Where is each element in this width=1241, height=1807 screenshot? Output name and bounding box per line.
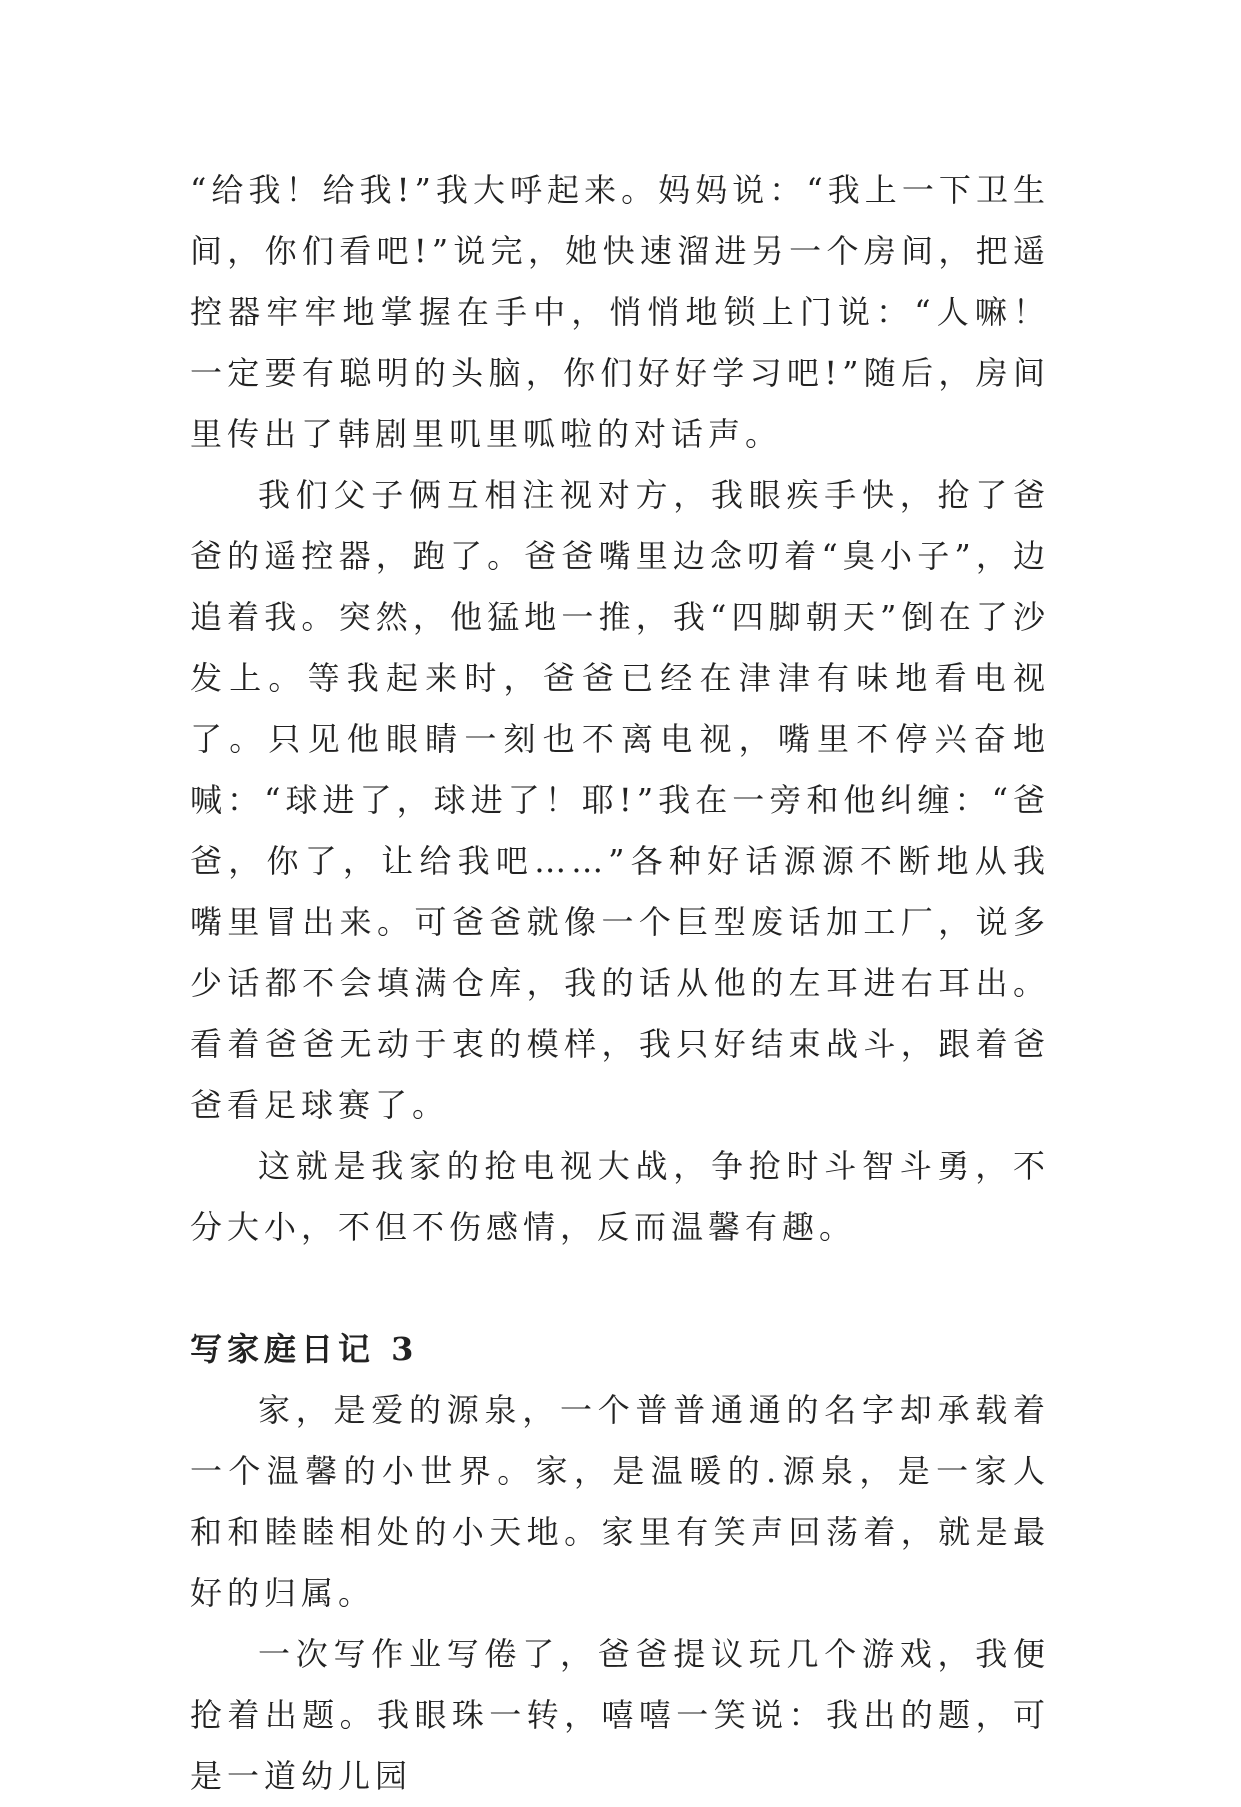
- paragraph-4: 家，是爱的源泉，一个普普通通的名字却承载着一个温馨的小世界。家，是温暖的.源泉，是一家人和和睦睦相处的小天地。家里有笑声回荡着，就是最好的归属。: [190, 1391, 1050, 1612]
- paragraph-2: 我们父子俩互相注视对方，我眼疾手快，抢了爸爸的遥控器，跑了。爸爸嘴里边念叨着“臭小子”，边追着我。突然，他猛地一推，我“四脚朝天”倒在了沙发上。等我起来时，爸爸已经在津津有味地看电视了。只见他眼睛一刻也不离电视，嘴里不停兴奋地喊：“球进了，球进了！耶!”我在一旁和他纠缠：“爸爸，你了，让给我吧……”各种好话源源不断地从我嘴里冒出来。可爸爸就像一个巨型废话加工厂，说多少话都不会填满仓库，我的话从他的左耳进右耳出。看着爸爸无动于衷的模样，我只好结束战斗，跟着爸爸看足球赛了。: [190, 476, 1050, 1124]
- section-title: 写家庭日记 3: [190, 1330, 419, 1368]
- paragraph-3: 这就是我家的抢电视大战，争抢时斗智斗勇，不分大小，不但不伤感情，反而温馨有趣。: [190, 1147, 1050, 1246]
- document-body: [190, 160, 1050, 1807]
- paragraph-1: “给我！给我!”我大呼起来。妈妈说：“我上一下卫生间，你们看吧!”说完，她快速溜进另一个房间，把遥控器牢牢地掌握在手中，悄悄地锁上门说：“人嘛！一定要有聪明的头脑，你们好好学习吧!”随后，房间里传出了韩剧里叽里呱啦的对话声。: [190, 171, 1050, 453]
- paragraph-5: 一次写作业写倦了，爸爸提议玩几个游戏，我便抢着出题。我眼珠一转，嘻嘻一笑说：我出的题，可是一道幼儿园: [190, 1635, 1050, 1795]
